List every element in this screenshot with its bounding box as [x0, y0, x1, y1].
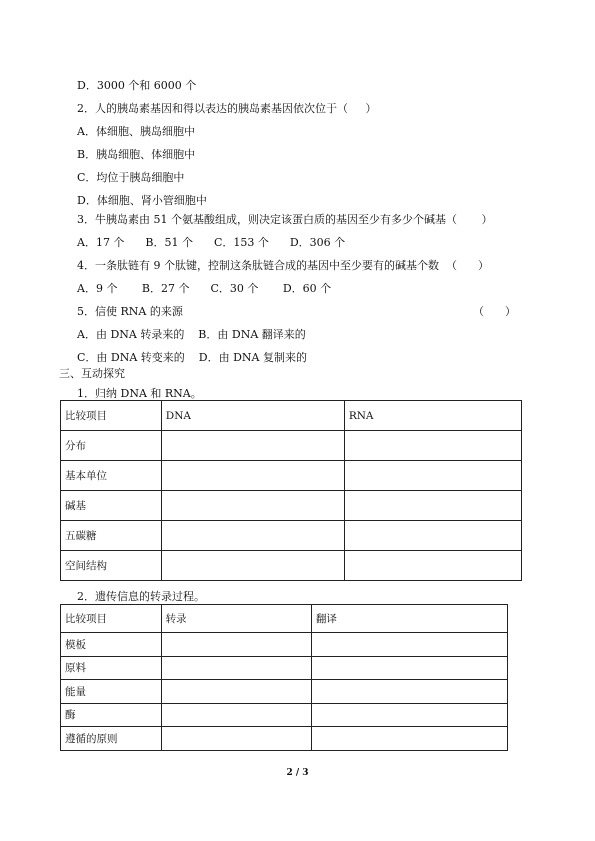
- table-row: [61, 680, 508, 704]
- q3-options: A．17 个 B．51 个 C．153 个 D．306 个: [77, 236, 346, 249]
- dna-rna-comparison-table: [60, 400, 522, 581]
- q4-stem: 4．一条肽链有 9 个肽键，控制这条肽链合成的基因中至少要有的碱基个数 （ ）: [77, 259, 489, 272]
- header-cell: 转录: [161, 605, 311, 633]
- table-row: [61, 727, 508, 751]
- page-number: 2 / 3: [286, 768, 309, 778]
- row-label: 酶: [61, 703, 162, 727]
- table-row: [61, 703, 508, 727]
- q2-option-d: D．体细胞、肾小管细胞中: [77, 194, 207, 207]
- row-label: 五碳糖: [61, 521, 162, 551]
- table-header-row: [61, 401, 522, 431]
- header-cell: 翻译: [311, 605, 507, 633]
- row-label: 能量: [61, 680, 162, 704]
- blank-cell: [161, 521, 344, 551]
- blank-cell: [161, 656, 311, 680]
- blank-cell: [161, 491, 344, 521]
- row-label: 原料: [61, 656, 162, 680]
- row-label: 空间结构: [61, 551, 162, 581]
- table-row: [61, 461, 522, 491]
- q2-option-c: C．均位于胰岛细胞中: [77, 171, 185, 184]
- transcription-translation-table: [60, 604, 508, 751]
- row-label: 分布: [61, 431, 162, 461]
- task2-title: 2．遗传信息的转录过程。: [77, 590, 205, 603]
- q2-option-b: B．胰岛细胞、体细胞中: [77, 148, 196, 161]
- table-row: [61, 431, 522, 461]
- q1-option-d: D．3000 个和 6000 个: [77, 79, 197, 92]
- table-row: [61, 551, 522, 581]
- blank-cell: [344, 551, 521, 581]
- q2-stem: 2．人的胰岛素基因和得以表达的胰岛素基因依次位于（ ）: [77, 102, 377, 115]
- blank-cell: [344, 431, 521, 461]
- blank-cell: [311, 727, 507, 751]
- table-header-row: [61, 605, 508, 633]
- blank-cell: [344, 491, 521, 521]
- q5-answer-bracket: （ ）: [473, 305, 516, 318]
- blank-cell: [161, 633, 311, 657]
- header-cell: DNA: [161, 401, 344, 431]
- blank-cell: [311, 633, 507, 657]
- q4-options: A．9 个 B．27 个 C．30 个 D．60 个: [77, 282, 332, 295]
- blank-cell: [311, 680, 507, 704]
- blank-cell: [311, 656, 507, 680]
- blank-cell: [344, 461, 521, 491]
- blank-cell: [161, 703, 311, 727]
- q5-options-cd: C．由 DNA 转变来的 D．由 DNA 复制来的: [77, 351, 307, 364]
- q5-options-ab: A．由 DNA 转录来的 B．由 DNA 翻译来的: [77, 328, 306, 341]
- blank-cell: [161, 727, 311, 751]
- q2-option-a: A．体细胞、胰岛细胞中: [77, 125, 195, 138]
- header-cell: 比较项目: [61, 401, 162, 431]
- table-row: [61, 491, 522, 521]
- table-row: [61, 521, 522, 551]
- q5-stem: 5．信使 RNA 的来源: [77, 305, 183, 318]
- blank-cell: [311, 703, 507, 727]
- header-cell: RNA: [344, 401, 521, 431]
- blank-cell: [161, 551, 344, 581]
- blank-cell: [161, 461, 344, 491]
- table-row: [61, 633, 508, 657]
- row-label: 碱基: [61, 491, 162, 521]
- blank-cell: [344, 521, 521, 551]
- table-row: [61, 656, 508, 680]
- header-cell: 比较项目: [61, 605, 162, 633]
- blank-cell: [161, 431, 344, 461]
- row-label: 遵循的原则: [61, 727, 162, 751]
- row-label: 基本单位: [61, 461, 162, 491]
- row-label: 模板: [61, 633, 162, 657]
- task1-title: 1．归纳 DNA 和 RNA。: [77, 387, 202, 400]
- blank-cell: [161, 680, 311, 704]
- section-title: 三、互动探究: [59, 367, 125, 380]
- q3-stem: 3．牛胰岛素由 51 个氨基酸组成，则决定该蛋白质的基因至少有多少个碱基（ ）: [77, 213, 493, 226]
